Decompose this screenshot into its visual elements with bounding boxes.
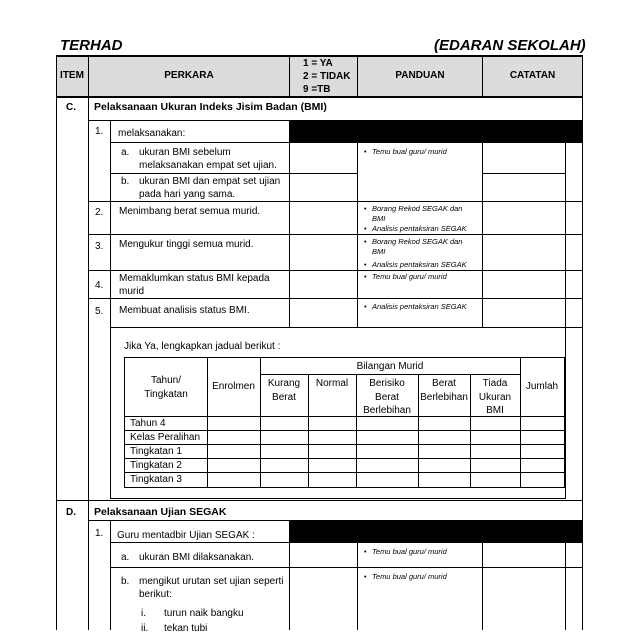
row-divider — [88, 270, 582, 271]
item-number: 1. — [95, 126, 104, 137]
item-text: Menimbang berat semua murid. — [119, 206, 261, 217]
bmi-row-label: Tingkatan 1 — [130, 446, 182, 457]
section-d-letter: D. — [66, 507, 76, 518]
col-header-item: ITEM — [60, 70, 84, 81]
section-divider — [56, 500, 583, 501]
bmi-col-berisiko: Berat — [375, 392, 399, 403]
col-divider — [357, 120, 358, 328]
sub-item-text: ukuran BMI dilaksanakan. — [139, 552, 255, 563]
col-header-perkara: PERKARA — [164, 70, 214, 81]
sub-item-text: pada hari yang sama. — [139, 189, 236, 200]
table-border-left — [56, 55, 57, 630]
bmi-row-label: Tahun 4 — [130, 418, 166, 429]
bmi-col-tiada-ukuran: BMI — [486, 405, 504, 416]
row-divider — [88, 234, 582, 235]
bmi-col-normal: Normal — [315, 378, 349, 389]
bmi-col-jumlah: Jumlah — [525, 381, 559, 392]
bmi-col-tahun: Tingkatan — [144, 389, 188, 400]
item-text: melaksanakan: — [118, 128, 186, 139]
bmi-col-enrolmen: Enrolmen — [212, 381, 255, 392]
table-border-right — [582, 55, 583, 630]
item-text: Guru mentadbir Ujian SEGAK : — [117, 530, 255, 541]
item-text: murid — [119, 286, 145, 297]
row-divider — [88, 298, 582, 299]
sub-item-text: ukuran BMI dan empat set ujian — [139, 176, 281, 187]
row-divider — [110, 173, 357, 174]
guide-note: • Temu bual guru/ murid — [372, 147, 477, 157]
section-d-title: Pelaksanaan Ujian SEGAK — [94, 506, 227, 518]
bmi-group-header: Bilangan Murid — [356, 361, 424, 372]
sub-item-numeral: ii. — [141, 623, 149, 634]
section-c-letter: C. — [66, 102, 76, 113]
shaded-cell — [290, 521, 582, 542]
bmi-col-berat-berlebihan: Berlebihan — [420, 392, 468, 403]
item-text: Mengukur tinggi semua murid. — [119, 239, 254, 250]
item-number: 1. — [95, 528, 104, 539]
sub-item-text: turun naik bangku — [164, 608, 244, 619]
bmi-col-berat-berlebihan: Berat — [432, 378, 456, 389]
guide-note: • Temu bual guru/ murid — [372, 547, 477, 557]
item-number: 2. — [95, 207, 104, 218]
item-number: 4. — [95, 280, 104, 291]
sub-item-letter: a. — [121, 552, 130, 563]
col-divider — [289, 55, 290, 97]
guide-note: • Temu bual guru/ murid — [372, 572, 477, 582]
bmi-col-berisiko: Berlebihan — [363, 405, 411, 416]
sub-item-letter: b. — [121, 576, 130, 587]
item-text: Memaklumkan status BMI kepada — [119, 273, 270, 284]
bmi-col-berisiko: Berisiko — [369, 378, 405, 389]
row-divider — [482, 173, 565, 174]
sub-item-text: berikut: — [139, 589, 172, 600]
bmi-row-label: Tingkatan 2 — [130, 460, 182, 471]
guide-note: • Analisis pentaksiran SEGAK — [372, 224, 477, 234]
bmi-col-tahun: Tahun/ — [150, 375, 182, 386]
col-header-panduan: PANDUAN — [395, 70, 445, 81]
sub-item-text: tekan tubi — [164, 623, 208, 634]
sub-item-numeral: i. — [141, 608, 146, 619]
bmi-col-tiada-ukuran: Tiada — [482, 378, 508, 389]
row-divider — [88, 201, 582, 202]
col-divider — [110, 120, 111, 499]
row-divider — [110, 142, 582, 143]
col-divider — [482, 120, 483, 328]
classification-label: TERHAD — [60, 37, 123, 54]
col-divider — [289, 120, 290, 328]
row-divider — [110, 542, 582, 543]
section-c-title: Pelaksanaan Ukuran Indeks Jisim Badan (BMI) — [94, 101, 327, 113]
col-divider — [565, 120, 566, 499]
guide-note: • Analisis pentaksiran SEGAK — [372, 260, 477, 270]
sub-item-text: ukuran BMI sebelum — [139, 147, 231, 158]
row-divider — [110, 567, 582, 568]
col-header-catatan: CATATAN — [509, 70, 556, 81]
guide-note: • Temu bual guru/ murid — [372, 272, 477, 282]
bmi-row-label: Kelas Peralihan — [130, 432, 201, 443]
table-intro: Jika Ya, lengkapkan jadual berikut : — [124, 341, 281, 352]
bmi-col-kurang: Berat — [272, 392, 296, 403]
row-divider — [110, 327, 582, 328]
col-header-rating-1: 1 = YA — [303, 58, 333, 69]
distribution-label: (EDARAN SEKOLAH) — [434, 37, 586, 54]
guide-note: • Borang Rekod SEGAK dan BMI — [372, 204, 477, 224]
col-header-rating-3: 9 =TB — [303, 84, 331, 95]
col-header-rating-2: 2 = TIDAK — [303, 71, 351, 82]
bmi-row-label: Tingkatan 3 — [130, 474, 182, 485]
guide-note: • Borang Rekod SEGAK dan BMI — [372, 237, 477, 257]
bmi-col-kurang: Kurang — [267, 378, 301, 389]
row-divider — [110, 498, 566, 499]
guide-note: • Analisis pentaksiran SEGAK — [372, 302, 477, 312]
item-number: 3. — [95, 241, 104, 252]
sub-item-text: melaksanakan empat set ujian. — [139, 160, 277, 171]
bmi-col-tiada-ukuran: Ukuran — [478, 392, 512, 403]
sub-item-letter: b. — [121, 176, 130, 187]
sub-item-text: mengikut urutan set ujian seperti — [139, 576, 284, 587]
sub-item-letter: a. — [121, 147, 130, 158]
shaded-cell — [290, 121, 582, 142]
col-divider — [110, 520, 111, 630]
table-header-divider — [56, 96, 583, 98]
item-number: 5. — [95, 306, 104, 317]
item-text: Membuat analisis status BMI. — [119, 305, 250, 316]
